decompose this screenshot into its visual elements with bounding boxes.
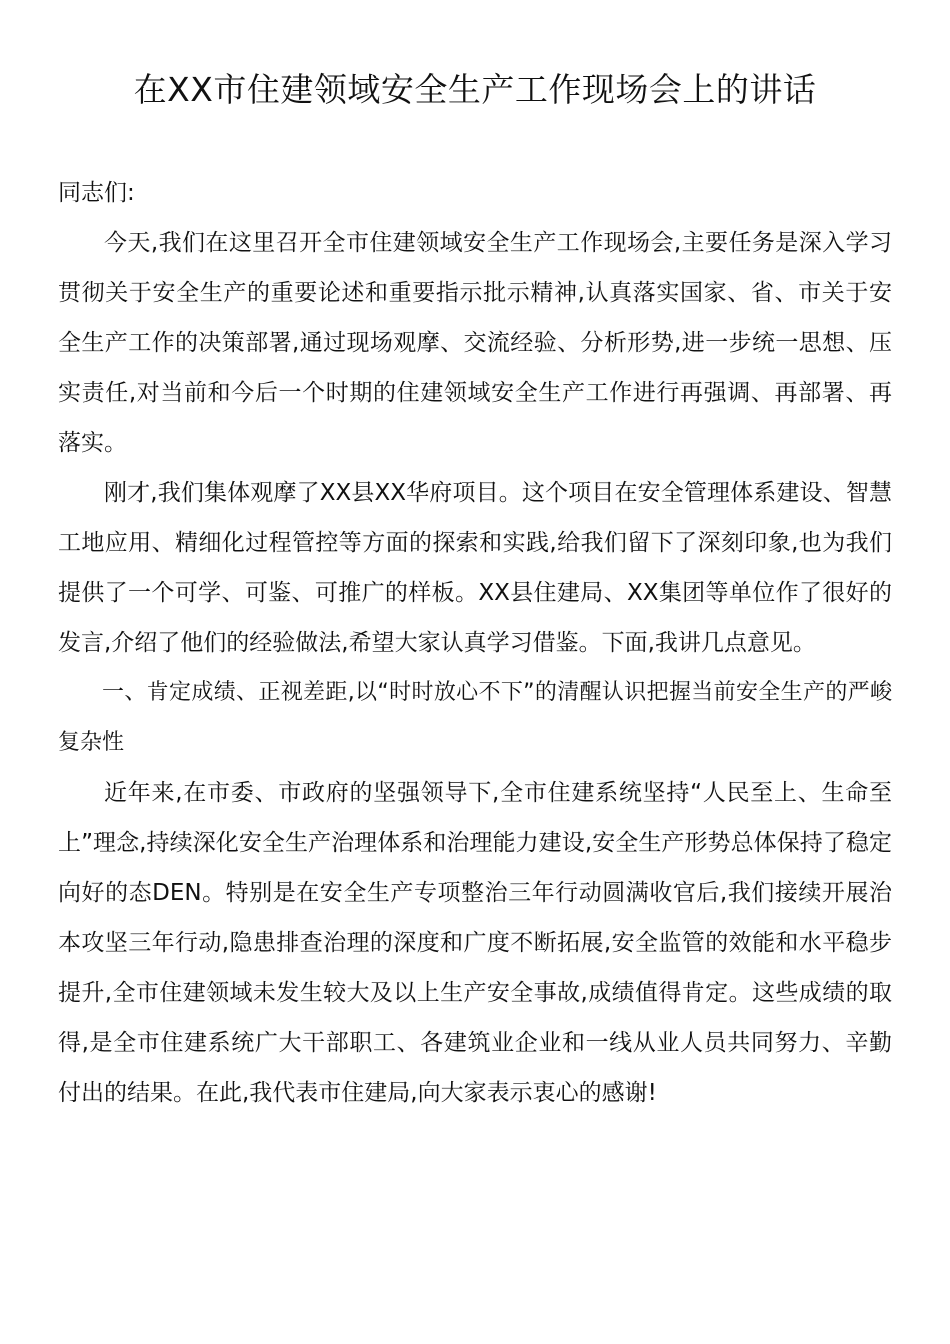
paragraph-achievements: 近年来,在市委、市政府的坚强领导下,全市住建系统坚持“人民至上、生命至上”理念,持续深化安全生产治理体系和治理能力建设,安全生产形势总体保持了稳定向好的态DEN。特别是在安全生产专项整治三年行动圆满收官后,我们接续开展治本攻坚三年行动,隐患排查治理的深度和广度不断拓展,安全监管的效能和水平稳步提升,全市住建领域未发生较大及以上生产安全事故,成绩值得肯定。这些成绩的取得,是全市住建系统广大干部职工、各建筑业企业和一线从业人员共同努力、辛勤付出的结果。在此,我代表市住建局,向大家表示衷心的感谢!: [58, 780, 892, 1106]
document-title: 在XX市住建领域安全生产工作现场会上的讲话: [133, 70, 817, 109]
salutation: 同志们:: [58, 180, 135, 206]
paragraph-opening: 今天,我们在这里召开全市住建领域安全生产工作现场会,主要任务是深入学习贯彻关于安全生产的重要论述和重要指示批示精神,认真落实国家、省、市关于安全生产工作的决策部署,通过现场观摩、交流经验、分析形势,进一步统一思想、压实责任,对当前和今后一个时期的住建领域安全生产工作进行再强调、再部署、再落实。: [58, 230, 892, 456]
section-heading: 一、肯定成绩、正视差距,以“时时放心不下”的清醒认识把握当前安全生产的严峻复杂性: [58, 680, 892, 755]
paragraph-observation: 刚才,我们集体观摩了XX县XX华府项目。这个项目在安全管理体系建设、智慧工地应用、精细化过程管控等方面的探索和实践,给我们留下了深刻印象,也为我们提供了一个可学、可鉴、可推广的样板。XX县住建局、XX集团等单位作了很好的发言,介绍了他们的经验做法,希望大家认真学习借鉴。下面,我讲几点意见。: [58, 480, 892, 656]
